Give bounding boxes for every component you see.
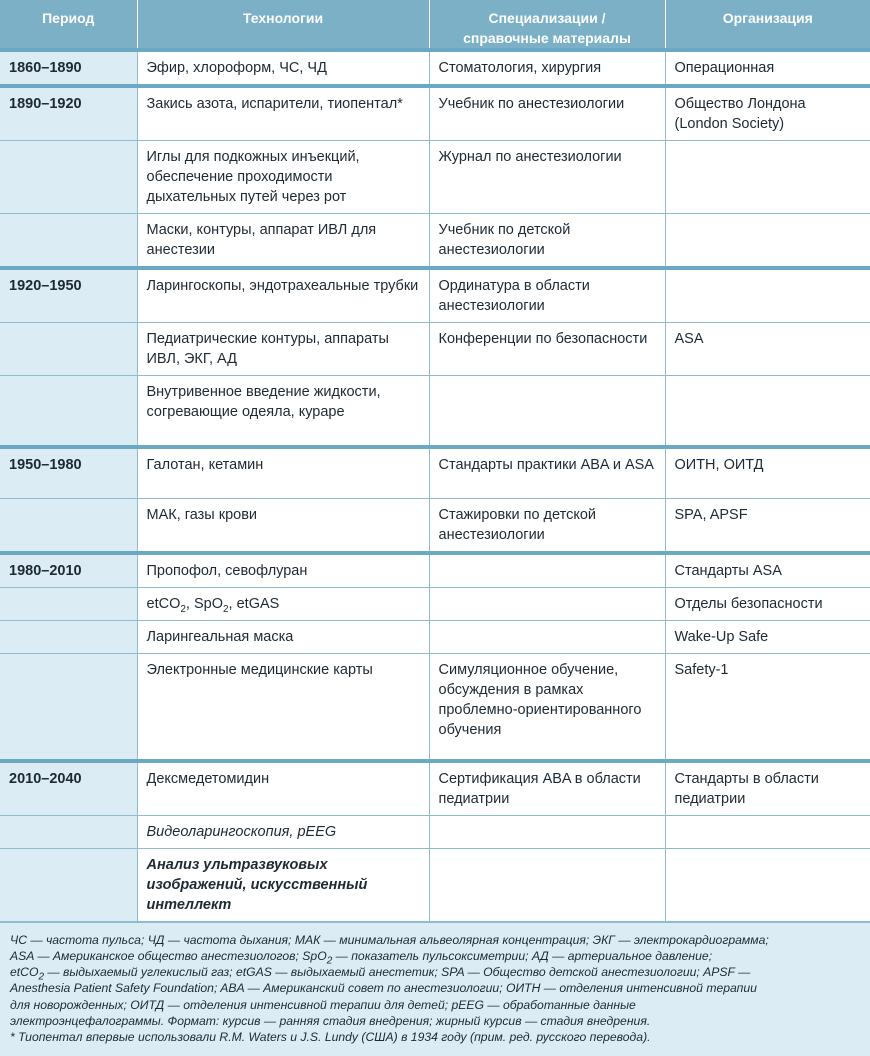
org-cell: Общество Лондона (London Society) (665, 86, 870, 141)
period-cell (0, 588, 137, 621)
footnote-text: — показатель пульсоксиметрии; АД — артериальное давление; (332, 948, 713, 963)
footnote-line: Anesthesia Patient Safety Foundation; ABA — Американский совет по анестезиологии; ОИТН — отделения интенсивной терапии (10, 981, 757, 996)
table-row (0, 761, 870, 816)
spec-cell: Стандарты практики ABA и ASA (429, 447, 665, 499)
footnote-line: для новорожденных; ОИТД — отделения интенсивной терапии для детей; pEEG — обработанные данные (10, 997, 636, 1012)
table-row (0, 815, 870, 848)
tech-cell: Галотан, кетамин (137, 447, 429, 499)
period-cell (0, 376, 137, 447)
tech-cell: Внутривенное введение жидкости, согревающие одеяла, кураре (137, 376, 429, 447)
table-header-row (0, 0, 870, 50)
period-cell: 1950–1980 (0, 447, 137, 499)
tech-cell: Ларингоскопы, эндотрахеальные трубки (137, 268, 429, 323)
org-cell: Операционная (665, 50, 870, 86)
footnote (0, 922, 870, 1056)
org-cell (665, 376, 870, 447)
header-organization: Организация (665, 0, 870, 50)
table-row (0, 86, 870, 141)
tech-cell: Иглы для подкожных инъекций, обеспечение проходимости дыхательных путей через рот (137, 141, 429, 214)
org-cell: Safety-1 (665, 654, 870, 761)
footnote-line (10, 964, 862, 983)
table-row (0, 447, 870, 499)
footnote-line: ЧС — частота пульса; ЧД — частота дыхания; МАК — минимальная альвеолярная концентрация; ЭКГ — электрокардиограмма; (10, 932, 769, 947)
spec-cell: Конференции по безопасности (429, 323, 665, 376)
org-cell: Стандарты в области педиатрии (665, 761, 870, 816)
header-spec-line2: справочные материалы (463, 30, 631, 46)
org-cell (665, 848, 870, 921)
period-cell (0, 654, 137, 761)
org-cell (665, 815, 870, 848)
org-cell (665, 214, 870, 269)
org-cell: Wake-Up Safe (665, 621, 870, 654)
table-row (0, 588, 870, 621)
table-row (0, 268, 870, 323)
footnote-line: * Тиопентал впервые использовали R.M. Waters и J.S. Lundy (США) в 1934 году (прим. ред. русского перевода). (10, 1030, 651, 1045)
subscript: 2 (180, 603, 186, 615)
spec-cell: Журнал по анестезиологии (429, 141, 665, 214)
period-cell (0, 499, 137, 554)
subscript: 2 (222, 603, 229, 615)
header-period: Период (0, 0, 137, 50)
table-row (0, 141, 870, 214)
org-cell: SPA, APSF (665, 499, 870, 554)
spec-cell (429, 815, 665, 848)
tech-cell: Педиатрические контуры, аппараты ИВЛ, ЭКГ, АД (137, 323, 429, 376)
org-cell: ASA (665, 323, 870, 376)
table-row (0, 50, 870, 86)
period-cell (0, 141, 137, 214)
period-cell: 2010–2040 (0, 761, 137, 816)
period-cell: 1860–1890 (0, 50, 137, 86)
period-cell (0, 214, 137, 269)
period-cell: 1890–1920 (0, 86, 137, 141)
tech-cell: Электронные медицинские карты (137, 654, 429, 761)
spec-cell (429, 376, 665, 447)
footnote-line: электроэнцефалограммы. Формат: курсив — ранняя стадия внедрения; жирный курсив — стадия внедрения. (10, 1013, 651, 1028)
footnote-text: etCO (10, 965, 39, 980)
period-cell (0, 621, 137, 654)
tech-cell: Пропофол, севофлуран (137, 553, 429, 588)
tech-cell: Видеоларингоскопия, pEEG (137, 815, 429, 848)
period-cell (0, 848, 137, 921)
spec-cell (429, 621, 665, 654)
org-cell: Стандарты ASA (665, 553, 870, 588)
table-row (0, 553, 870, 588)
period-cell: 1980–2010 (0, 553, 137, 588)
spec-cell (429, 848, 665, 921)
footnote-line (10, 948, 862, 967)
spec-cell: Ординатура в области анестезиологии (429, 268, 665, 323)
tech-cell: Анализ ультразвуковых изображений, искусственный интеллект (137, 848, 429, 921)
tech-cell: Дексмедетомидин (137, 761, 429, 816)
header-specializations (429, 0, 665, 50)
table-row (0, 499, 870, 554)
table-row (0, 214, 870, 269)
spec-cell: Стажировки по детской анестезиологии (429, 499, 665, 554)
tech-text-a: etCO (146, 596, 181, 612)
table-row (0, 848, 870, 921)
header-technologies: Технологии (137, 0, 429, 50)
tech-cell: Маски, контуры, аппарат ИВЛ для анестезии (137, 214, 429, 269)
period-cell: 1920–1950 (0, 268, 137, 323)
subscript: 2 (38, 971, 45, 983)
table-row (0, 654, 870, 761)
tech-cell: Ларингеальная маска (137, 621, 429, 654)
tech-cell: Закись азота, испарители, тиопентал* (137, 86, 429, 141)
org-cell (665, 268, 870, 323)
table-row (0, 376, 870, 447)
spec-cell: Симуляционное обучение, обсуждения в рамках проблемно-ориентированного обучения (429, 654, 665, 761)
tech-cell: МАК, газы крови (137, 499, 429, 554)
tech-cell: Эфир, хлороформ, ЧС, ЧД (137, 50, 429, 86)
org-cell (665, 141, 870, 214)
period-cell (0, 815, 137, 848)
footnote-text: ASA — Американское общество анестезиологов; SpO (10, 948, 327, 963)
org-cell: Отделы безопасности (665, 588, 870, 621)
org-cell: ОИТН, ОИТД (665, 447, 870, 499)
tech-cell (137, 588, 429, 621)
table-row (0, 323, 870, 376)
footnote-text: — выдыхаемый углекислый газ; etGAS — выдыхаемый анестетик; SPA — Общество детской анестезиологии; APSF — (44, 965, 751, 980)
subscript: 2 (326, 955, 333, 967)
tech-text-c: , etGAS (228, 596, 280, 612)
period-cell (0, 323, 137, 376)
spec-cell: Учебник по детской анестезиологии (429, 214, 665, 269)
header-spec-line1: Специализации / (488, 10, 606, 26)
table-row (0, 621, 870, 654)
spec-cell: Стоматология, хирургия (429, 50, 665, 86)
spec-cell: Учебник по анестезиологии (429, 86, 665, 141)
spec-cell: Сертификация ABA в области педиатрии (429, 761, 665, 816)
spec-cell (429, 553, 665, 588)
spec-cell (429, 588, 665, 621)
tech-text-b: , SpO (185, 596, 223, 612)
